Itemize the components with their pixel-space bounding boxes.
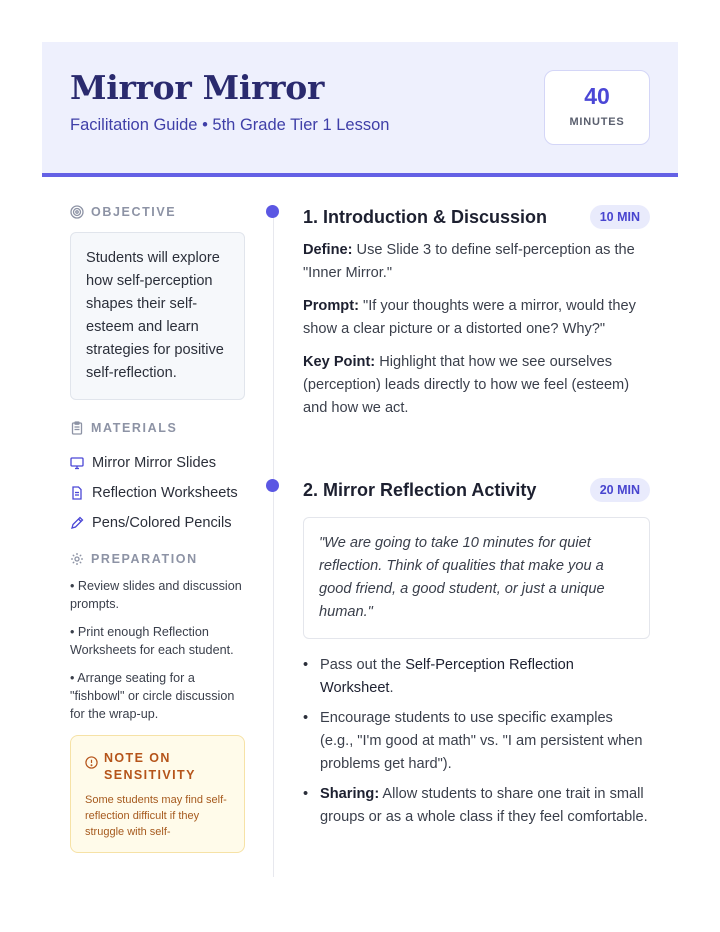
step-paragraph [303, 295, 650, 341]
monitor-icon [70, 456, 84, 470]
document-icon [70, 486, 84, 500]
bullet-text: Encourage students to use specific examples (e.g., "I'm good at math" vs. "I am persistent when problems get hard"). [320, 710, 643, 772]
bullet-text: . [389, 680, 394, 696]
materials-heading [70, 421, 245, 435]
step-paragraph [303, 351, 650, 420]
step-paragraph [303, 239, 650, 285]
target-icon [70, 205, 84, 219]
materials-section [70, 421, 245, 538]
timeline-dot [266, 479, 279, 492]
step-introduction [303, 204, 650, 420]
info-icon [85, 756, 98, 769]
material-label: Mirror Mirror Slides [92, 455, 217, 471]
list-item [303, 783, 650, 829]
bullet-label: Sharing: [320, 786, 380, 802]
step-header [303, 204, 650, 230]
list-item [70, 478, 245, 508]
list-item [70, 508, 245, 538]
duration-pill: 20 MIN [590, 478, 650, 502]
worksheet-name: Self-Perception Reflection Worksheet [320, 657, 574, 696]
duration-badge [544, 70, 650, 145]
step-title: 1. Introduction & Discussion [303, 207, 548, 227]
materials-list [70, 448, 245, 538]
lesson-header [42, 42, 678, 177]
list-item: • Arrange seating for a "fishbowl" or circle discussion for the wrap-up. [70, 671, 235, 721]
bullet-text: Pass out the [320, 657, 406, 673]
clipboard-icon [70, 421, 84, 435]
preparation-list [70, 577, 245, 723]
list-item [303, 654, 650, 700]
objective-heading [70, 205, 245, 219]
note-heading [85, 750, 234, 784]
objective-box: Students will explore how self-perception shapes their self-esteem and learn strategies for positive self-reflection. [70, 232, 245, 400]
note-text: Some students may find self-reflection difficult if they struggle with self- [85, 794, 227, 838]
step-title: 2. Mirror Reflection Activity [303, 480, 537, 500]
materials-heading-label: MATERIALS [91, 421, 178, 435]
preparation-heading [70, 552, 245, 566]
duration-pill: 10 MIN [590, 205, 650, 229]
objective-heading-label: OBJECTIVE [91, 205, 177, 219]
page-title: Mirror Mirror [70, 68, 325, 107]
list-item [303, 707, 650, 776]
list-item: • Review slides and discussion prompts. [70, 579, 242, 611]
material-label: Pens/Colored Pencils [92, 515, 232, 531]
paragraph-text: Use Slide 3 to define self-perception as the "Inner Mirror." [303, 242, 635, 281]
paragraph-label: Prompt: [303, 298, 359, 314]
timeline-dot [266, 205, 279, 218]
paragraph-text: Highlight that how we see ourselves (perception) leads directly to how we feel (esteem) and how we act. [303, 354, 630, 416]
sidebar [70, 205, 245, 853]
bullet-text: Allow students to share one trait in small groups or as a whole class if they feel comfortable. [320, 786, 648, 825]
material-label: Reflection Worksheets [92, 485, 238, 501]
duration-unit: MINUTES [569, 116, 625, 128]
script-quote: "We are going to take 10 minutes for quiet reflection. Think of qualities that make you a good friend, a good student, or just a unique human." [303, 517, 650, 639]
duration-value: 40 [584, 83, 610, 109]
note-heading-label: NOTE ON SENSITIVITY [104, 751, 196, 782]
step-header [303, 477, 650, 503]
paragraph-label: Key Point: [303, 354, 376, 370]
sensitivity-note [70, 735, 245, 853]
list-item: • Print enough Reflection Worksheets for each student. [70, 625, 234, 657]
page-subtitle: Facilitation Guide • 5th Grade Tier 1 Lesson [70, 116, 390, 134]
step-reflection-activity [303, 477, 650, 836]
paragraph-text: "If your thoughts were a mirror, would they show a clear picture or a distorted one? Why?" [303, 298, 636, 337]
paragraph-label: Define: [303, 242, 353, 258]
activity-list [303, 654, 650, 829]
preparation-section [70, 552, 245, 723]
preparation-heading-label: PREPARATION [91, 552, 198, 566]
list-item [70, 448, 245, 478]
timeline-line [273, 212, 274, 877]
pencil-icon [70, 516, 84, 530]
gear-icon [70, 552, 84, 566]
